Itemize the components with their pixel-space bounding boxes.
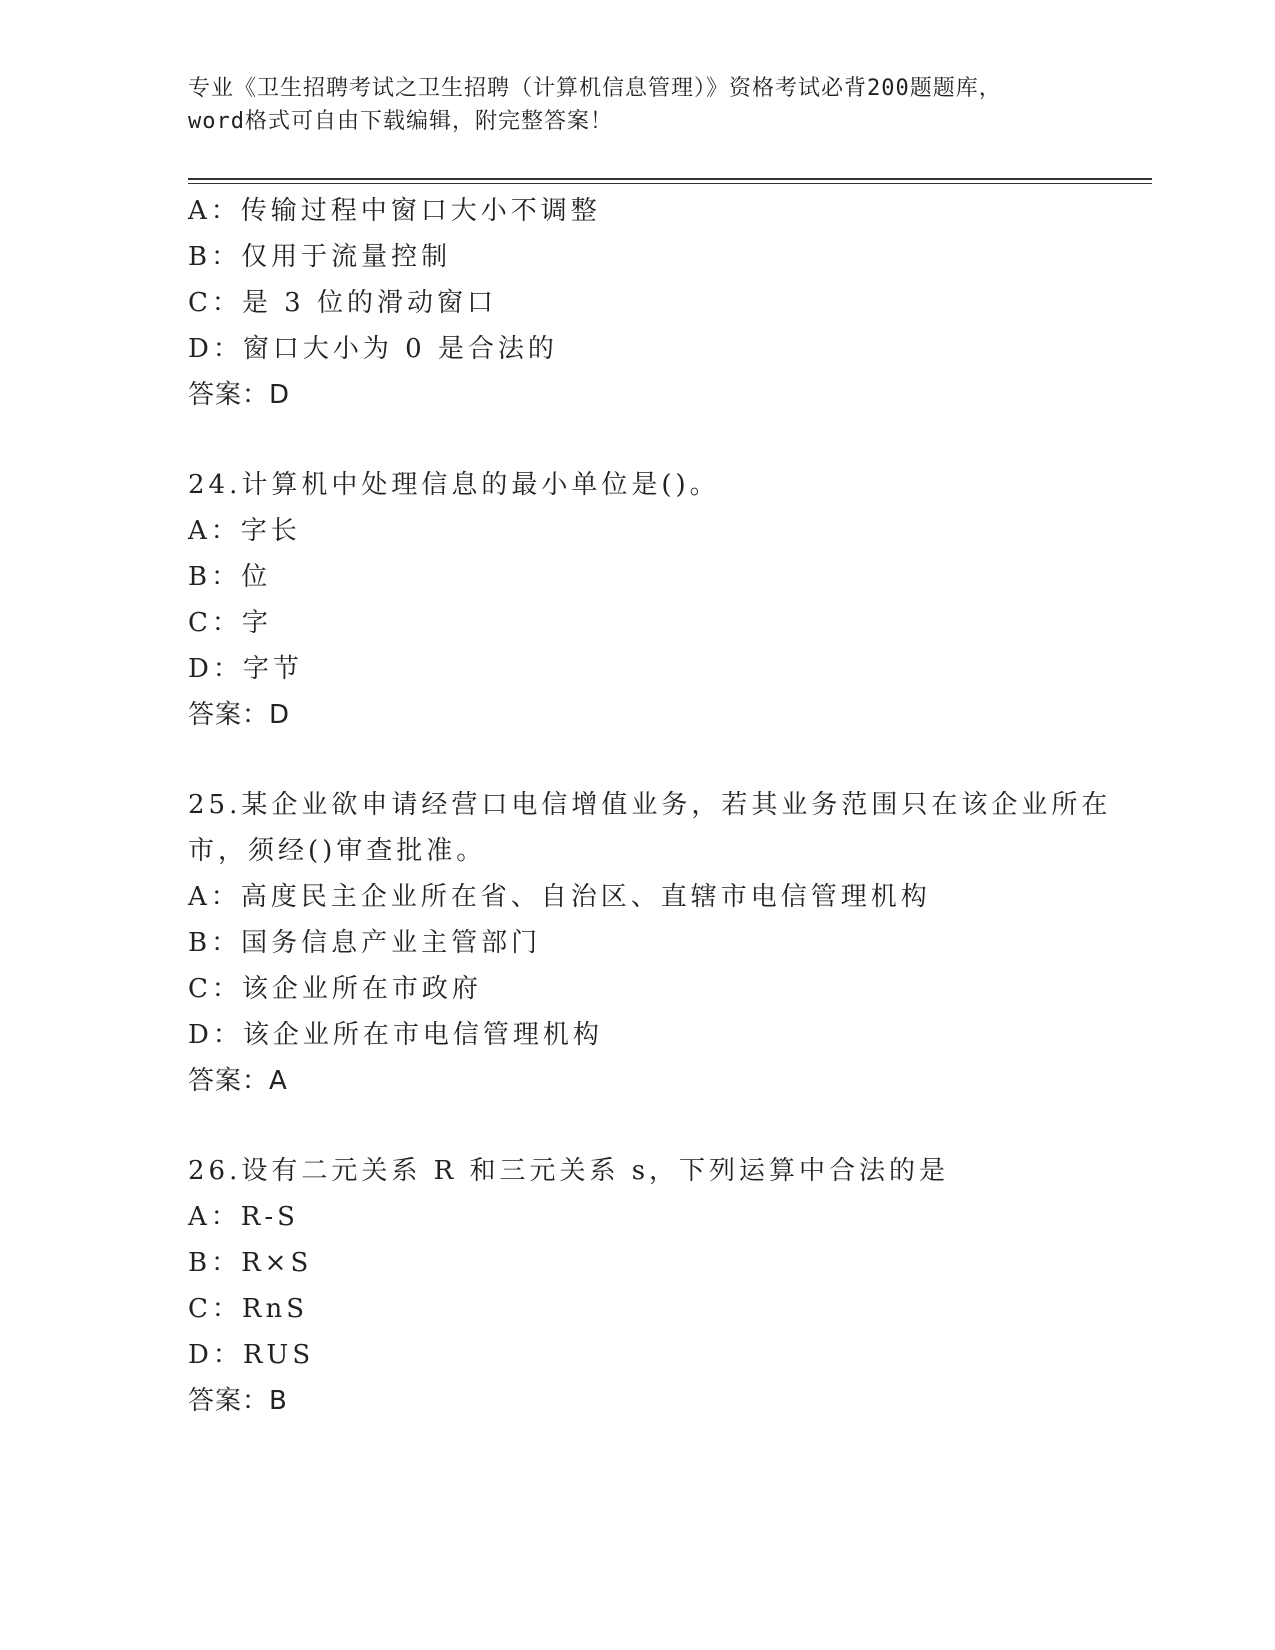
document-header [188,72,1088,138]
option-a: A：字长 [188,516,301,546]
option-b: B：位 [188,562,272,592]
header-line-2: word格式可自由下载编辑，附完整答案！ [188,109,613,134]
option-d: D：字节 [188,654,303,684]
option-a: A：R-S [188,1202,299,1232]
header-divider-thick [188,178,1152,180]
question-list [188,188,1138,1424]
option-b: B：仅用于流量控制 [188,242,452,272]
option-d: D：该企业所在市电信管理机构 [188,1020,603,1050]
option-c: C：是 3 位的滑动窗口 [188,288,497,318]
option-c: C：该企业所在市政府 [188,974,482,1004]
question-block-25 [188,782,1138,1104]
option-b: B：国务信息产业主管部门 [188,928,542,958]
header-divider-thin [188,183,1152,184]
option-a: A：传输过程中窗口大小不调整 [188,196,601,226]
option-b: B：R×S [188,1248,313,1278]
answer-line: 答案：B [188,1386,288,1416]
option-c: C：RnS [188,1294,309,1324]
option-a: A：高度民主企业所在省、自治区、直辖市电信管理机构 [188,882,931,912]
question-block-24 [188,462,1138,738]
question-text: 24.计算机中处理信息的最小单位是()。 [188,470,720,500]
option-c: C：字 [188,608,272,638]
question-text: 26.设有二元关系 R 和三元关系 s，下列运算中合法的是 [188,1156,950,1186]
option-d: D：RUS [188,1340,315,1370]
option-d: D：窗口大小为 0 是合法的 [188,334,558,364]
header-line-1: 专业《卫生招聘考试之卫生招聘（计算机信息管理）》资格考试必背200题题库， [188,76,1002,101]
answer-line: 答案：D [188,380,291,410]
answer-line: 答案：D [188,700,291,730]
question-block-partial [188,188,1138,418]
question-block-26 [188,1148,1138,1424]
answer-line: 答案：A [188,1066,288,1096]
question-text: 25.某企业欲申请经营口电信增值业务，若其业务范围只在该企业所在 [188,790,1112,820]
question-text-continued: 市，须经()审查批准。 [188,836,487,866]
